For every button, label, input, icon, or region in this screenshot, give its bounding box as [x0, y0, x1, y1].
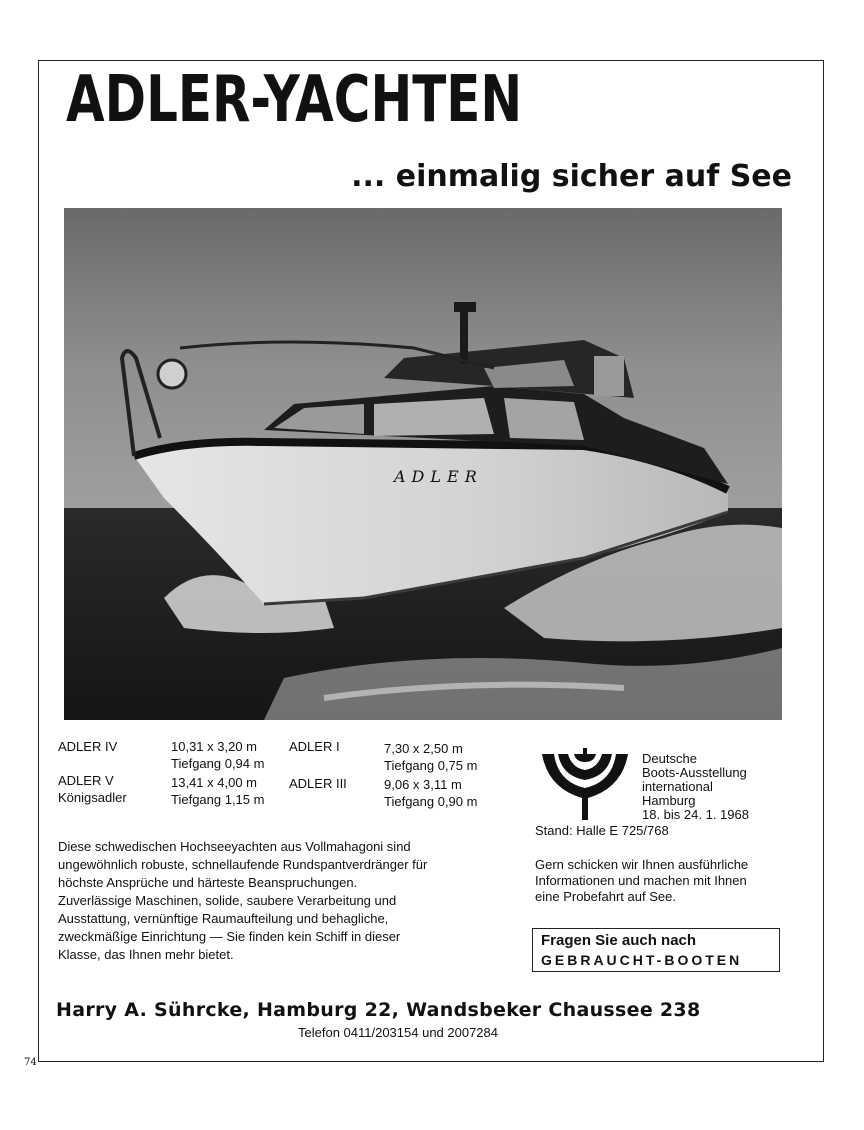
model-name: ADLER I [289, 739, 340, 754]
used-boats-line2: GEBRAUCHT-BOOTEN [541, 952, 743, 968]
dealer-phone: Telefon 0411/203154 und 2007284 [298, 1025, 499, 1040]
model-dimensions: 7,30 x 2,50 m [384, 741, 463, 756]
model-draft: Tiefgang 0,94 m [171, 756, 265, 771]
model-name: ADLER III [289, 776, 347, 791]
subline: ... einmalig sicher auf See [351, 159, 792, 194]
model-draft: Tiefgang 0,90 m [384, 794, 478, 809]
model-dimensions: 13,41 x 4,00 m [171, 775, 257, 790]
description-line: ungewöhnlich robuste, schnellaufende Rundspantverdränger für [58, 857, 428, 872]
model-dimensions: 10,31 x 3,20 m [171, 739, 257, 754]
fair-line: 18. bis 24. 1. 1968 [642, 807, 749, 822]
description-line: Klasse, das Ihnen mehr bietet. [58, 947, 234, 962]
request-line: eine Probefahrt auf See. [535, 889, 676, 904]
fair-line: Boots-Ausstellung [642, 765, 747, 780]
model-draft: Tiefgang 1,15 m [171, 792, 265, 807]
request-line: Gern schicken wir Ihnen ausführliche [535, 857, 749, 872]
fair-line: Hamburg [642, 793, 696, 808]
description-line: Diese schwedischen Hochseeyachten aus Vollmahagoni sind [58, 839, 411, 854]
boat-show-logo-icon [538, 748, 632, 822]
model-name: ADLER IV [58, 739, 118, 754]
description-line: Ausstattung, vernünftige Raumaufteilung und behagliche, [58, 911, 389, 926]
boat-show-info [642, 752, 749, 822]
model-dimensions: 9,06 x 3,11 m [384, 777, 462, 792]
fair-line: international [642, 779, 713, 794]
page-number: 74 [24, 1057, 37, 1068]
info-request [535, 857, 795, 905]
headline: ADLER-YACHTEN [66, 63, 523, 137]
model-subtitle: Königsadler [58, 790, 127, 805]
dealer-address: Harry A. Sührcke, Hamburg 22, Wandsbeker Chaussee 238 [56, 999, 701, 1021]
model-name: ADLER V [58, 773, 114, 788]
used-boats-box [532, 928, 780, 972]
description [58, 838, 478, 964]
description-line: Zuverlässige Maschinen, solide, saubere Verarbeitung und [58, 893, 397, 908]
fair-stand: Stand: Halle E 725/768 [535, 823, 669, 838]
description-line: höchste Ansprüche und härteste Beanspruchungen. [58, 875, 358, 890]
yacht-photo [64, 208, 782, 720]
description-line: zweckmäßige Einrichtung — Sie finden kein Schiff in dieser [58, 929, 401, 944]
request-line: Informationen und machen mit Ihnen [535, 873, 747, 888]
used-boats-line1: Fragen Sie auch nach [541, 932, 697, 949]
model-draft: Tiefgang 0,75 m [384, 758, 478, 773]
hull-name: ADLER [394, 467, 483, 486]
fair-line: Deutsche [642, 751, 697, 766]
